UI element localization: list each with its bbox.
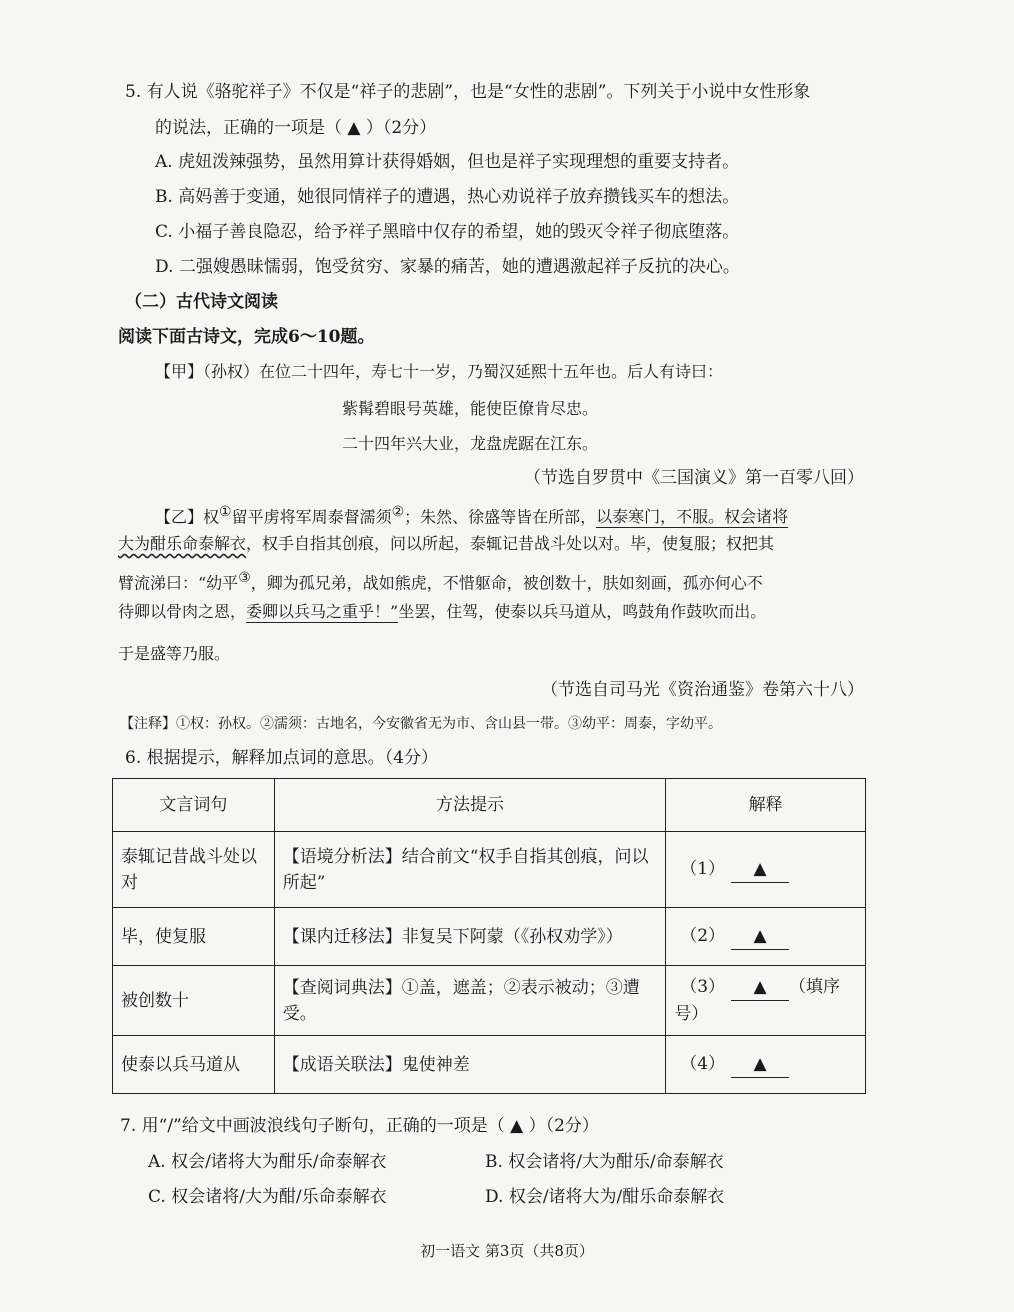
answer-blank[interactable]: ▲ [731, 1051, 789, 1078]
passage-yi-line1: 【乙】权①留平虏将军周泰督濡须②；朱然、徐盛等皆在所部，以泰寒门，不服。权会诸将 [155, 504, 789, 527]
table-row [113, 1036, 866, 1094]
table-header: 文言词句 [113, 779, 275, 832]
underlined-sentence: 以泰寒门，不服。权会诸将 [596, 507, 789, 527]
q5-option-c: C. 小福子善良隐忍，给予祥子黑暗中仅存的希望，她的毁灭令祥子彻底堕落。 [155, 222, 740, 242]
phrase-cell: 毕，使复服 [113, 908, 275, 966]
q7-option-c: C. 权会诸将/大为酣/乐命泰解衣 [148, 1187, 387, 1207]
method-cell: 【课内迁移法】非复吴下阿蒙（《孙权劝学》） [274, 908, 665, 966]
answer-blank[interactable]: ▲ [731, 923, 789, 950]
q7-option-b: B. 权会诸将/大为酣乐/命泰解衣 [485, 1152, 724, 1172]
answer-cell: （4） ▲ [666, 1036, 866, 1094]
table-row [113, 908, 866, 966]
q5-option-d: D. 二强嫂愚昧懦弱，饱受贫穷、家暴的痛苦，她的遭遇激起祥子反抗的决心。 [155, 257, 740, 277]
q6-table [112, 778, 866, 1094]
q7-option-a: A. 权会/诸将大为酣乐/命泰解衣 [148, 1152, 387, 1172]
q5-option-a: A. 虎妞泼辣强势，虽然用算计获得婚姻，但也是祥子实现理想的重要支持者。 [155, 152, 740, 172]
section-instruction: 阅读下面古诗文，完成6～10题。 [118, 327, 375, 347]
section-heading: （二）古代诗文阅读 [125, 292, 278, 312]
answer-cell: （2） ▲ [666, 908, 866, 966]
poem-line-1: 紫髯碧眼号英雄，能使臣僚肯尽忠。 [342, 399, 599, 418]
method-cell: 【成语关联法】鬼使神差 [274, 1036, 665, 1094]
phrase-cell: 泰辄记昔战斗处以对 [113, 832, 275, 908]
passage-jia-text: 【甲】（孙权）在位二十四年，寿七十一岁，乃蜀汉延熙十五年也。后人有诗曰： [155, 362, 724, 381]
q7-option-d: D. 权会/诸将大为/酣乐命泰解衣 [485, 1187, 725, 1207]
answer-blank[interactable]: ▲ [731, 856, 789, 883]
q5-option-b: B. 高妈善于变通，她很同情祥子的遭遇，热心劝说祥子放弃攒钱买车的想法。 [155, 187, 740, 207]
method-cell: 【语境分析法】结合前文“权手自指其创痕，问以所起” [274, 832, 665, 908]
table-header: 方法提示 [274, 779, 665, 832]
table-row [113, 966, 866, 1036]
poem-line-2: 二十四年兴大业，龙盘虎踞在江东。 [342, 434, 599, 453]
phrase-cell: 使泰以兵马道从 [113, 1036, 275, 1094]
wavy-sentence: 大为酣乐命泰解衣 [118, 534, 247, 553]
answer-cell: （3） ▲ （填序号） [666, 966, 866, 1036]
method-cell: 【查阅词典法】①盖，遮盖；②表示被动；③遭受。 [274, 966, 665, 1036]
page-footer: 初一语文 第3页（共8页） [420, 1242, 594, 1260]
q5-stem-line2: 的说法，正确的一项是（ ▲ ）（2分） [155, 118, 437, 138]
passage-yi-line2: 大为酣乐命泰解衣，权手自指其创痕，问以所起，泰辄记昔战斗处以对。毕，使复服；权把其 [118, 534, 775, 553]
phrase-cell: 被创数十 [113, 966, 275, 1036]
passage-yi-line3: 臂流涕曰：“幼平③，卿为孤兄弟，战如熊虎，不惜躯命，被创数十，肤如刻画，孤亦何心不 [118, 570, 763, 593]
answer-blank[interactable]: ▲ [731, 974, 789, 1001]
q6-title: 6. 根据提示，解释加点词的意思。（4分） [125, 748, 438, 768]
passage-yi-line4: 待卿以骨肉之恩，委卿以兵马之重乎！”坐罢，住驾，使泰以兵马道从，鸣鼓角作鼓吹而出。 [118, 602, 767, 621]
q7-title: 7. 用“/”给文中画波浪线句子断句，正确的一项是（ ▲ ）（2分） [120, 1116, 599, 1136]
passage-yi-line5: 于是盛等乃服。 [118, 644, 231, 663]
underlined-sentence-2: 委卿以兵马之重乎！” [246, 602, 399, 621]
passage-notes: 【注释】①权：孙权。②濡须：古地名，今安徽省无为市、含山县一带。③幼平：周泰，字幼平。 [120, 716, 722, 732]
passage-yi-source: （节选自司马光《资治通鉴》卷第六十八） [541, 680, 864, 700]
answer-cell: （1） ▲ [666, 832, 866, 908]
passage-jia-source: （节选自罗贯中《三国演义》第一百零八回） [524, 468, 864, 488]
table-header: 解释 [666, 779, 866, 832]
table-row [113, 832, 866, 908]
table-header-row [113, 779, 866, 832]
q5-stem-line1: 5. 有人说《骆驼祥子》不仅是“祥子的悲剧”，也是“女性的悲剧”。下列关于小说中女性形象 [125, 82, 811, 102]
